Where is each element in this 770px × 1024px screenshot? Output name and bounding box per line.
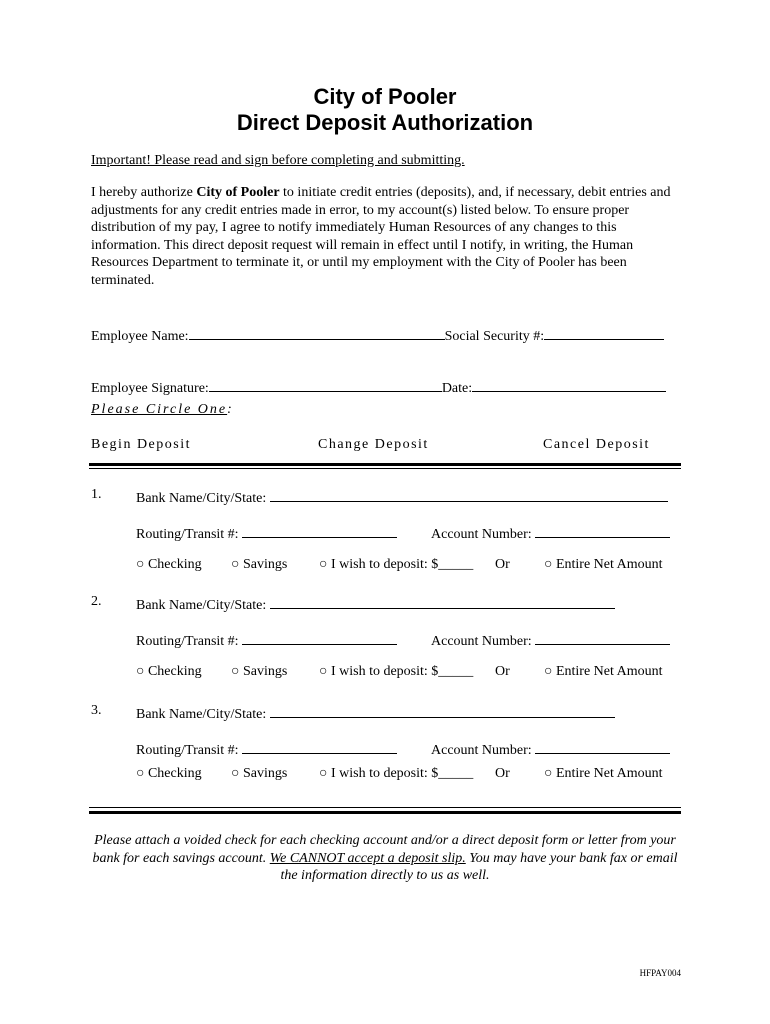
date-line[interactable] bbox=[472, 377, 666, 392]
routing-line[interactable] bbox=[242, 523, 397, 538]
deposit-amount-blank[interactable]: _____ bbox=[438, 557, 474, 572]
date-label: Date: bbox=[441, 381, 473, 396]
bank-name-field[interactable] bbox=[136, 487, 668, 507]
signature-line[interactable] bbox=[209, 377, 442, 392]
routing-field[interactable] bbox=[136, 523, 397, 543]
savings-option[interactable]: ○ Savings bbox=[231, 766, 288, 781]
circle-one-instruction: Please Circle One: bbox=[91, 402, 234, 417]
deposit-amount-option[interactable]: ○ I wish to deposit: $_____ bbox=[319, 766, 474, 781]
form-title-line1: City of Pooler bbox=[313, 84, 457, 109]
option-change-deposit[interactable]: Change Deposit bbox=[318, 437, 429, 452]
section-divider-bottom bbox=[89, 811, 681, 814]
savings-option[interactable]: ○ Savings bbox=[231, 664, 288, 679]
checking-option[interactable]: ○ Checking bbox=[136, 766, 202, 781]
routing-label: Routing/Transit #: bbox=[136, 743, 239, 758]
employee-name-label: Employee Name: bbox=[91, 329, 189, 344]
employee-signature-field[interactable] bbox=[91, 377, 666, 397]
deposit-amount-option[interactable]: ○ I wish to deposit: $_____ bbox=[319, 664, 474, 679]
deposit-amount-blank[interactable]: _____ bbox=[438, 664, 474, 679]
account-number: 3. bbox=[91, 703, 102, 718]
or-label: Or bbox=[495, 557, 510, 572]
or-label: Or bbox=[495, 766, 510, 781]
employee-name-field[interactable] bbox=[91, 325, 664, 345]
employee-signature-label: Employee Signature: bbox=[91, 381, 209, 396]
bank-name-line[interactable] bbox=[270, 703, 615, 718]
bank-name-label: Bank Name/City/State: bbox=[136, 598, 267, 613]
account-number: 1. bbox=[91, 487, 102, 502]
bank-name-line[interactable] bbox=[270, 487, 668, 502]
account-number-line[interactable] bbox=[535, 630, 670, 645]
checking-option[interactable]: ○ Checking bbox=[136, 557, 202, 572]
important-notice: Important! Please read and sign before completing and submitting. bbox=[91, 153, 465, 168]
routing-line[interactable] bbox=[242, 630, 397, 645]
entire-net-amount-option[interactable]: ○ Entire Net Amount bbox=[544, 557, 663, 572]
authorization-paragraph: I hereby authorize City of Pooler to initiate credit entries (deposits), and, if necessary, debit entries and adjustments for any credit entries made in error, to my account(s) listed below. To ensure proper distribution of my pay, I agree to notify immediately Human Resources of any changes to this information. This direct deposit request will remain in effect until I notify, in writing, the Human Resources Department to terminate it, or until my employment with the City of Pooler has been terminated. bbox=[91, 185, 671, 288]
account-number-line[interactable] bbox=[535, 523, 670, 538]
employee-name-line[interactable] bbox=[189, 325, 445, 340]
routing-field[interactable] bbox=[136, 739, 397, 759]
account-number-line[interactable] bbox=[535, 739, 670, 754]
account-number: 2. bbox=[91, 594, 102, 609]
routing-label: Routing/Transit #: bbox=[136, 634, 239, 649]
bank-name-line[interactable] bbox=[270, 594, 615, 609]
section-divider-top bbox=[89, 463, 681, 466]
account-number-field[interactable] bbox=[431, 523, 670, 543]
form-title-line2: Direct Deposit Authorization bbox=[236, 110, 534, 135]
savings-option[interactable]: ○ Savings bbox=[231, 557, 288, 572]
account-number-label: Account Number: bbox=[431, 527, 532, 542]
entire-net-amount-option[interactable]: ○ Entire Net Amount bbox=[544, 766, 663, 781]
account-number-label: Account Number: bbox=[431, 634, 532, 649]
bank-name-label: Bank Name/City/State: bbox=[136, 491, 267, 506]
attachment-instructions: Please attach a voided check for each checking account and/or a direct deposit form or letter from your bank for each savings account. We CANNOT accept a deposit slip. You may have your bank fax or email the information directly to us as well. bbox=[92, 833, 678, 883]
bank-name-label: Bank Name/City/State: bbox=[136, 707, 267, 722]
entire-net-amount-option[interactable]: ○ Entire Net Amount bbox=[544, 664, 663, 679]
option-cancel-deposit[interactable]: Cancel Deposit bbox=[543, 437, 650, 452]
routing-line[interactable] bbox=[242, 739, 397, 754]
section-divider-top-thin bbox=[89, 468, 681, 469]
section-divider-bottom-thin bbox=[89, 807, 681, 808]
bank-name-field[interactable] bbox=[136, 703, 615, 723]
account-number-field[interactable] bbox=[431, 630, 670, 650]
account-number-label: Account Number: bbox=[431, 743, 532, 758]
deposit-slip-warning: We CANNOT accept a deposit slip. bbox=[269, 850, 466, 866]
option-begin-deposit[interactable]: Begin Deposit bbox=[91, 437, 191, 452]
deposit-amount-option[interactable]: ○ I wish to deposit: $_____ bbox=[319, 557, 474, 572]
or-label: Or bbox=[495, 664, 510, 679]
ssn-label: Social Security #: bbox=[444, 329, 545, 344]
routing-label: Routing/Transit #: bbox=[136, 527, 239, 542]
deposit-amount-blank[interactable]: _____ bbox=[438, 766, 474, 781]
ssn-line[interactable] bbox=[544, 325, 664, 340]
checking-option[interactable]: ○ Checking bbox=[136, 664, 202, 679]
account-number-field[interactable] bbox=[431, 739, 670, 759]
routing-field[interactable] bbox=[136, 630, 397, 650]
bank-name-field[interactable] bbox=[136, 594, 615, 614]
form-code: HFPAY004 bbox=[639, 968, 681, 978]
